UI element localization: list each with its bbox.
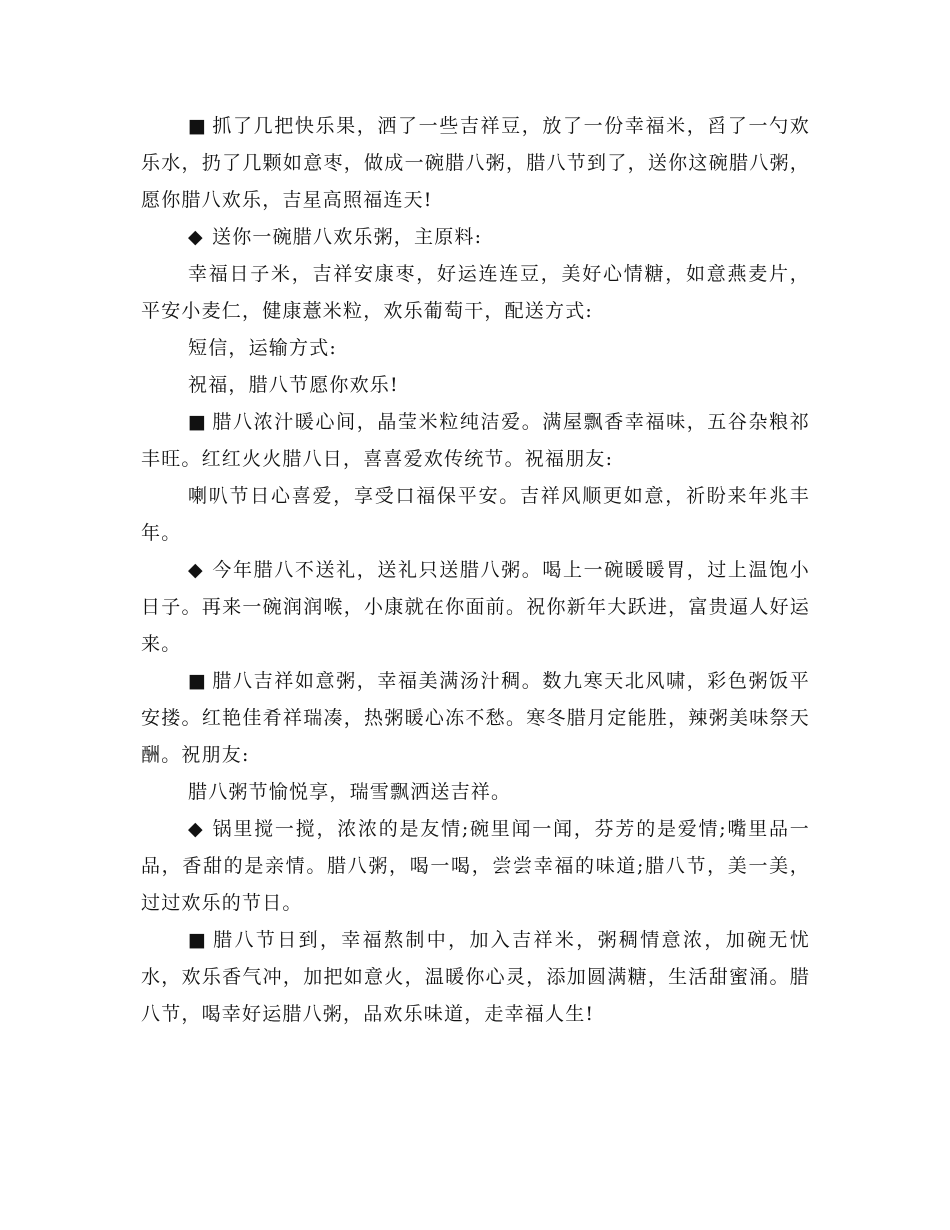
paragraph — [141, 108, 810, 219]
paragraph-text: 祝福，腊八节愿你欢乐! — [188, 374, 399, 396]
paragraph-text: 短信，运输方式: — [188, 337, 338, 359]
diamond-bullet-icon: ◆ — [188, 818, 204, 840]
paragraph — [141, 811, 810, 922]
paragraph-text: 幸福日子米，吉祥安康枣，好运连连豆，美好心情糖，如意燕麦片，平安小麦仁，健康薏米粒，欢乐葡萄干，配送方式: — [141, 263, 810, 322]
paragraph-text: 喇叭节日心喜爱，享受口福保平安。吉祥风顺更如意，祈盼来年兆丰年。 — [141, 485, 810, 544]
document-body — [141, 108, 810, 1033]
diamond-bullet-icon: ◆ — [188, 559, 204, 581]
paragraph-text: 腊八吉祥如意粥，幸福美满汤汁稠。数九寒天北风啸，彩色粥饭平安搂。红艳佳肴祥瑞凑，热粥暖心冻不愁。寒冬腊月定能胜，辣粥美味祭天酬。祝朋友: — [141, 670, 810, 766]
paragraph — [141, 404, 810, 478]
square-bullet-icon: ■ — [188, 670, 208, 692]
diamond-bullet-icon: ◆ — [188, 226, 204, 248]
paragraph — [141, 552, 810, 663]
paragraph-text: 今年腊八不送礼，送礼只送腊八粥。喝上一碗暖暖胃，过上温饱小日子。再来一碗润润喉，小康就在你面前。祝你新年大跃进，富贵逼人好运来。 — [141, 559, 810, 655]
paragraph — [141, 663, 810, 774]
paragraph-text: 锅里搅一搅，浓浓的是友情;碗里闻一闻，芬芳的是爱情;嘴里品一品，香甜的是亲情。腊八粥，喝一喝，尝尝幸福的味道;腊八节，美一美，过过欢乐的节日。 — [141, 818, 810, 914]
paragraph — [141, 774, 810, 811]
paragraph-text: 腊八粥节愉悦享，瑞雪飘洒送吉祥。 — [188, 781, 512, 803]
paragraph-text: 腊八节日到，幸福熬制中，加入吉祥米，粥稠情意浓，加碗无忧水，欢乐香气冲，加把如意火，温暖你心灵，添加圆满糖，生活甜蜜涌。腊八节，喝幸好运腊八粥，品欢乐味道，走幸福人生! — [141, 929, 810, 1025]
paragraph — [141, 330, 810, 367]
paragraph — [141, 219, 810, 256]
paragraph — [141, 922, 810, 1033]
square-bullet-icon: ■ — [188, 411, 208, 433]
square-bullet-icon: ■ — [188, 929, 208, 951]
paragraph — [141, 478, 810, 552]
paragraph — [141, 256, 810, 330]
paragraph — [141, 367, 810, 404]
square-bullet-icon: ■ — [188, 115, 208, 137]
paragraph-text: 抓了几把快乐果，洒了一些吉祥豆，放了一份幸福米，舀了一勺欢乐水，扔了几颗如意枣，做成一碗腊八粥，腊八节到了，送你这碗腊八粥，愿你腊八欢乐，吉星高照福连天! — [141, 115, 810, 211]
paragraph-text: 送你一碗腊八欢乐粥，主原料: — [212, 226, 483, 248]
paragraph-text: 腊八浓汁暖心间，晶莹米粒纯洁爱。满屋飘香幸福味，五谷杂粮祁丰旺。红红火火腊八日，喜喜爱欢传统节。祝福朋友: — [141, 411, 810, 470]
